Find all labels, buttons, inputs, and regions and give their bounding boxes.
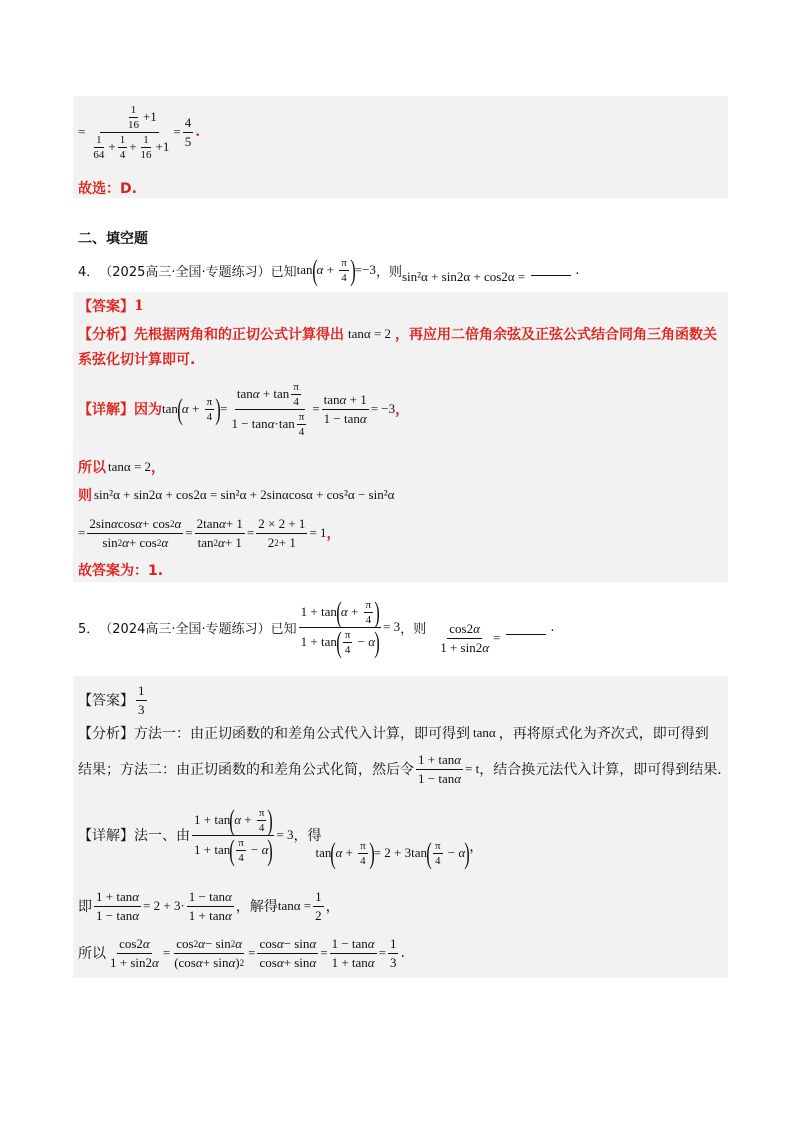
frac-num: 1	[119, 133, 126, 146]
detail-result: = −3	[370, 401, 396, 416]
detail-eq-rhs: = 2 + 3tan	[373, 845, 427, 860]
answer-label: 【答案】	[78, 693, 134, 709]
answer-num: 1	[136, 683, 147, 701]
prev-big-fraction: $\frac{1}{16}$ +1 $\frac{1}{64}$ + $\frac{1}{4}$ + $\frac{1}{16}$ +1	[93, 103, 170, 161]
frac-den: 16	[127, 118, 139, 131]
frac-den: 16	[140, 148, 152, 161]
frac-tail: +1	[142, 109, 157, 124]
q4-detail-line1: 【详解】 因为 tan ( α + $\frac{\pi}{4}$ ) = tan α + tan $\frac{\pi}{4}$ 1 − tan α ·tan $\frac{\pi}{4}$ = tan α + 1 1 − tan α = −3 ，	[78, 380, 410, 438]
frac-num: 1	[130, 103, 137, 116]
q5-so-line: 所以 cos2 α 1 + sin2 α = cos 2 α − sin 2 α (cos α + sin α ) 2 = cos α − sin α cos α + sin α = 1 − tan α 1 + tan α = $\frac{1}{3}$ .	[78, 935, 405, 970]
given-rhs: = 3	[383, 619, 401, 634]
analysis-text: ，再将原式化为齐次式，即可得到	[498, 726, 709, 742]
frac-tail: +1	[155, 139, 170, 154]
analysis-text: 结果；方法二：由正切函数的和差角公式化简，然后令	[78, 762, 414, 778]
frac-num: 1	[96, 133, 102, 146]
q4-compute-line: = 2sin α cos α + cos 2 α sin 2 α + cos 2 α = 2tan α + 1 tan 2 α + 1 = 2 × 2 + 1 2 2 + 1 = 1 ，	[78, 515, 341, 550]
solve-math: tanα =	[277, 898, 312, 913]
answer-blank	[531, 274, 571, 276]
q4-so-line: 所以 tanα = 2 ，	[78, 459, 166, 476]
so-text: 所以	[78, 946, 106, 962]
q4-then-line	[78, 484, 736, 506]
section-heading: 二、填空题	[78, 231, 148, 247]
frac-den: 4	[119, 148, 126, 161]
answer-label: 【答案】	[78, 299, 134, 315]
detail-label: 【详解】	[78, 402, 134, 418]
solve-text: ，解得	[235, 899, 278, 915]
question-source: （2024高三·全国·专题练习）已知	[99, 621, 297, 637]
result-den: 5	[184, 133, 192, 149]
question-number: 4．	[78, 264, 100, 280]
so-math: tanα = 2	[108, 459, 152, 474]
ji-rhs: = 2 + 3·	[143, 898, 185, 913]
so-text: 所以	[78, 460, 106, 476]
then-text: ，则	[375, 264, 402, 280]
analysis-label: 【分析】	[78, 327, 134, 343]
q4-final: 故答案为：1.	[78, 563, 164, 579]
prev-choice: 故选：D.	[78, 181, 137, 197]
frac-den: 64	[93, 148, 105, 161]
target-expression: sin²α + sin2α + cos2α =	[401, 269, 526, 284]
answer-blank	[506, 633, 546, 635]
analysis-text: ，结合换元法代入计算，即可得到结果.	[479, 762, 722, 778]
detail-label: 【详解】	[78, 828, 134, 844]
q5-answer	[78, 680, 736, 720]
given-rhs: =−3	[354, 262, 376, 277]
analysis-text: 先根据两角和的正切公式计算得出	[134, 327, 344, 343]
analysis-text: 方法一：由正切函数的和差角公式代入计算，即可得到	[134, 726, 470, 742]
then-math: sin²α + sin2α + cos2α = sin²α + 2sinαcosα + cos²α − sin²α	[94, 487, 395, 502]
detail-given: = 3	[276, 827, 294, 842]
q5-detail-line1: 【详解】 法一、由 1 + tan ( α + $\frac{\pi}{4}$ ) 1 + tan ( $\frac{\pi}{4}$ − α ) = 3 ，得 tan ( α + $\frac{\pi}{4}$ ) = 2 + 3tan ( $\frac{\pi}{4}$ − α ) ，	[78, 803, 484, 870]
q4-analysis-line1	[78, 322, 736, 346]
detail-text: ，得	[293, 828, 322, 844]
analysis-text: ，再应用二倍角余弦及正弦公式结合同角三角函数关	[395, 327, 718, 343]
result-num: 4	[183, 115, 194, 133]
analysis-label: 【分析】	[78, 726, 134, 742]
solve-den: 2	[315, 907, 322, 923]
q4-answer	[78, 296, 736, 316]
q5-analysis-line2: 结果；方法二：由正切函数的和差角公式化简，然后令 1 + tan α 1 − tan α = t ，结合换元法代入计算，即可得到结果.	[78, 751, 722, 786]
question-source: （2025高三·全国·专题练习）已知	[99, 264, 297, 280]
frac-num: 1	[143, 133, 149, 146]
q4-analysis-line2: 系弦化切计算即可.	[78, 352, 196, 368]
q5-ji-line: 即 1 + tan α 1 − tan α = 2 + 3· 1 − tan α 1 + tan α ，解得 tanα = $\frac{1}{2}$ ，	[78, 888, 340, 923]
then-text: 则	[78, 488, 92, 504]
analysis-math: tanα	[473, 725, 496, 740]
detail-text: 法一、由	[134, 828, 190, 844]
answer-den: 3	[138, 701, 145, 717]
question-number: 5．	[78, 621, 100, 637]
question-4: 4． （2025高三·全国·专题练习）已知 tan ( α + $\frac{\pi}{4}$ ) =−3 ，则 sin²α + sin2α + cos2α = .	[78, 253, 580, 287]
q5-analysis-line1	[78, 722, 736, 744]
answer-value: 1	[134, 298, 144, 314]
then-text: ，则	[400, 621, 427, 637]
prev-result-line: = $\frac{1}{16}$ +1 $\frac{1}{64}$ + $\frac{1}{4}$ + $\frac{1}{16}$ +1 = $\frac{4}{5}$ .	[78, 103, 201, 161]
analysis-math: tanα = 2	[348, 326, 392, 341]
substitution: = t	[465, 761, 480, 776]
detail-text: 因为	[134, 402, 162, 418]
solve-num: 1	[313, 889, 324, 907]
question-5: 5． （2024高三·全国·专题练习）已知 1 + tan ( α + $\frac{\pi}{4}$ ) 1 + tan ( $\frac{\pi}{4}$ − α ) = 3 ，则 cos2 α 1 + sin2 α = .	[78, 595, 555, 659]
ji-text: 即	[78, 899, 92, 915]
